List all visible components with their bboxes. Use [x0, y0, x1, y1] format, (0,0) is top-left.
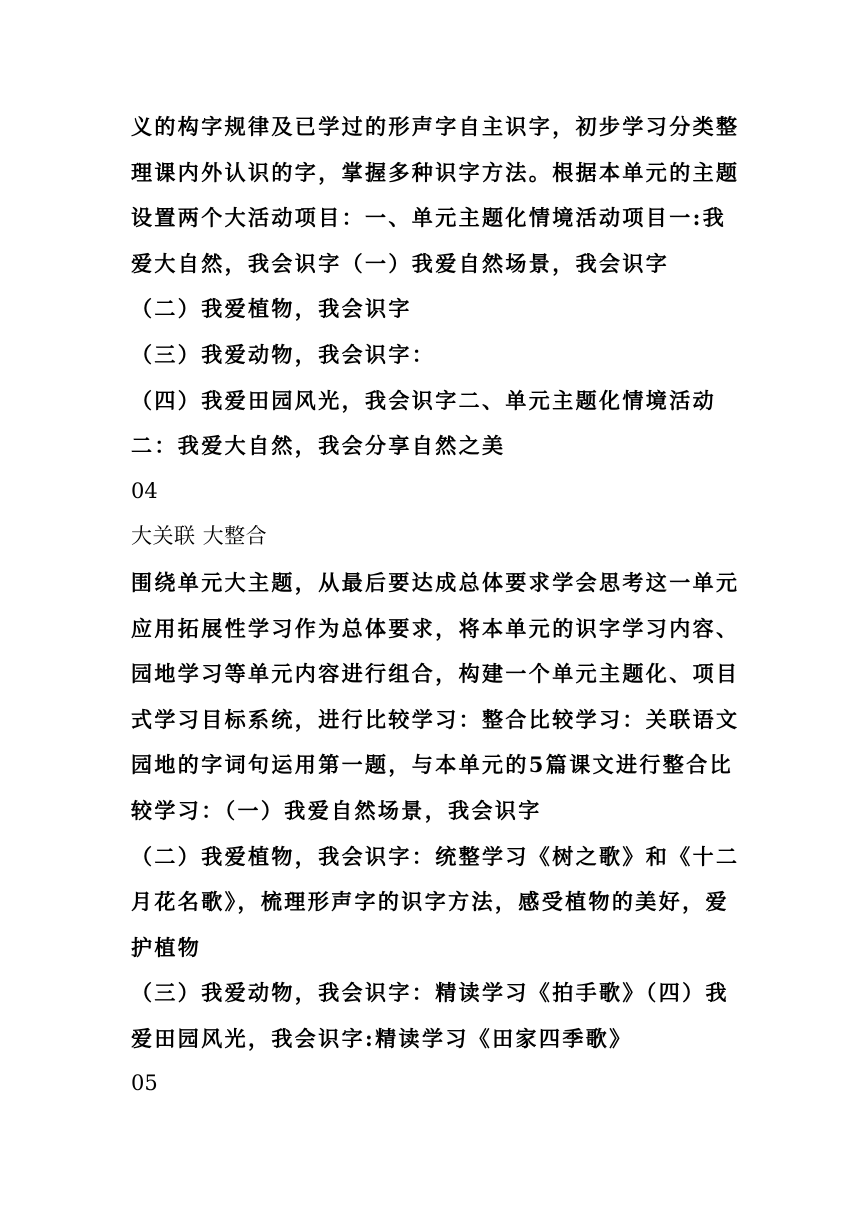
- paragraph-item-countryside: （四）我爱田园风光，我会识字二、单元主题化情境活动二：我爱大自然，我会分享自然之美: [131, 387, 716, 459]
- paragraph-item-plants-study: （二）我爱植物，我会识字：统整学习《树之歌》和《十二月花名歌》，梳理形声字的识字方法，感受植物的美好，爱护植物: [131, 843, 740, 960]
- section-title: 大关联 大整合: [131, 524, 268, 549]
- document-body: [131, 104, 743, 1107]
- paragraph-item-plants: （二）我爱植物，我会识字: [131, 296, 412, 322]
- section-number-04: 04: [131, 478, 158, 503]
- paragraph-integration: 围绕单元大主题，从最后要达成总体要求学会思考这一单元应用拓展性学习作为总体要求，将本单元的识字学习内容、园地学习等单元内容进行组合，构建一个单元主题化、项目式学习目标系统，进行比较学习：整合比较学习：关联语文园地的字词句运用第一题，与本单元的5篇课文进行整合比较学习：（一）我爱自然场景，我会识字: [131, 569, 740, 823]
- section-number-05: 05: [131, 1071, 158, 1096]
- paragraph-item-animals-study: （三）我爱动物，我会识字：精读学习《拍手歌》（四）我爱田园风光，我会识字:精读学习《田家四季歌》: [131, 980, 729, 1051]
- paragraph-item-animals: （三）我爱动物，我会识字：: [131, 341, 436, 367]
- paragraph-literacy-methods: 义的构字规律及已学过的形声字自主识字，初步学习分类整理课内外认识的字，掌握多种识字方法。根据本单元的主题设置两个大活动项目：一、单元主题化情境活动项目一:我爱大自然，我会识字（一）我爱自然场景，我会识字: [131, 114, 740, 276]
